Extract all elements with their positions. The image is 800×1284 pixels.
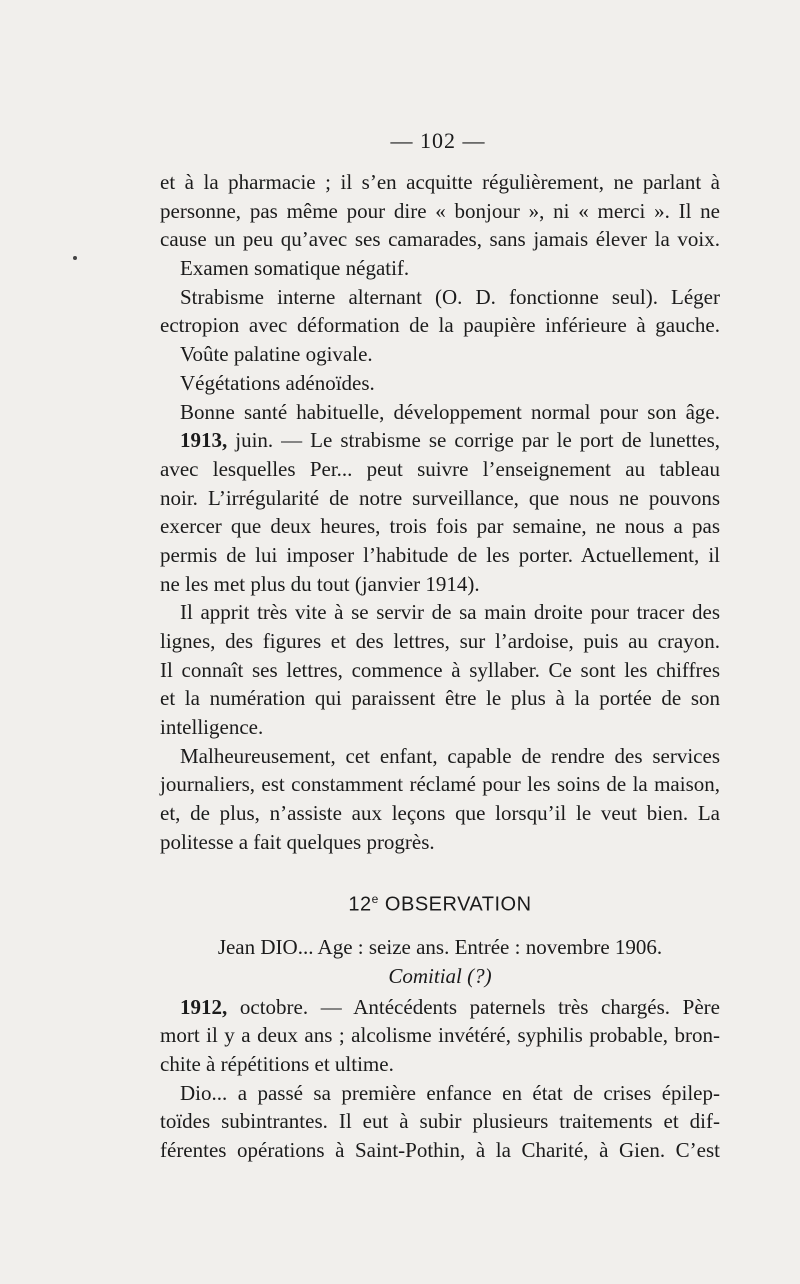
text-line: Il connaît ses lettres, commence à syllaber. Ce sont les chiffres <box>160 657 720 682</box>
text-line <box>160 993 720 1022</box>
text-line: Strabisme interne alternant (O. D. fonctionne seul). Léger <box>180 284 720 309</box>
text-line: Voûte palatine ogivale. <box>180 342 373 367</box>
text-line: toïdes subintrantes. Il eut à subir plusieurs traitements et dif- <box>160 1109 720 1134</box>
text-line: Malheureusement, cet enfant, capable de rendre des services <box>180 743 720 768</box>
text-line: mort il y a deux ans ; alcolisme invétéré, syphilis probable, bron- <box>160 1023 720 1048</box>
year: 1913, <box>180 428 228 453</box>
text-line: Bonne santé habituelle, développement normal pour son âge. <box>180 399 720 424</box>
text-line <box>160 426 720 455</box>
ordinal-suffix: e <box>371 891 379 906</box>
body-text <box>160 168 720 1165</box>
text-line: Examen somatique négatif. <box>180 256 410 281</box>
observation-heading <box>160 885 720 914</box>
text-line: férentes opérations à Saint-Pothin, à la Charité, à Gien. C’est <box>160 1138 720 1162</box>
diagnosis: Comitial (?) <box>388 963 492 988</box>
text-line: et à la pharmacie ; il s’en acquitte régulièrement, ne parlant à <box>160 170 720 194</box>
text-fragment: juin. — Le strabisme se corrige par le port de lunettes, <box>227 428 720 453</box>
text-line: et la numération qui paraissent être le plus à la portée de son <box>160 686 720 711</box>
text-line: lignes, des figures et des lettres, sur l’ardoise, puis au crayon. <box>160 629 720 653</box>
year: 1912, <box>180 994 228 1019</box>
text-line: avec lesquelles Per... peut suivre l’enseignement au tableau <box>160 456 720 481</box>
text-line: Il apprit très vite à se servir de sa main droite pour tracer des <box>180 600 720 625</box>
text-line: cause un peu qu’avec ses camarades, sans jamais élever la voix. <box>160 227 720 252</box>
text-line: Dio... a passé sa première enfance en état de crises épilep- <box>180 1080 720 1105</box>
text-line: personne, pas même pour dire « bonjour », ni « merci ». Il ne <box>160 198 720 223</box>
text-line: noir. L’irrégularité de notre surveillance, que nous ne pouvons <box>160 485 720 510</box>
text-line: permis de lui imposer l’habitude de les porter. Actuellement, il <box>160 542 720 567</box>
text-line: intelligence. <box>160 715 264 740</box>
page-number: — 102 — <box>390 128 486 153</box>
subject-line: Jean DIO... Age : seize ans. Entrée : novembre 1906. <box>217 935 663 960</box>
margin-speck <box>73 256 77 260</box>
text-line: chite à répétitions et ultime. <box>160 1051 394 1076</box>
text-line: journaliers, est constamment réclamé pour les soins de la maison, <box>160 772 720 797</box>
text-fragment: octobre. — Antécédents paternels très chargés. Père <box>227 994 720 1019</box>
text-line: ne les met plus du tout (janvier 1914). <box>160 571 480 596</box>
text-line: exercer que deux heures, trois fois par semaine, ne nous a pas <box>160 514 720 539</box>
text-line: politesse a fait quelques progrès. <box>160 829 435 854</box>
text-line: et, de plus, n’assiste aux leçons que lorsqu’il le veut bien. La <box>160 801 720 826</box>
observation-title: OBSERVATION <box>378 893 532 916</box>
observation-number: 12 <box>348 893 372 916</box>
text-line: Végétations adénoïdes. <box>180 370 375 395</box>
text-line: ectropion avec déformation de la paupière inférieure à gauche. <box>160 313 720 338</box>
